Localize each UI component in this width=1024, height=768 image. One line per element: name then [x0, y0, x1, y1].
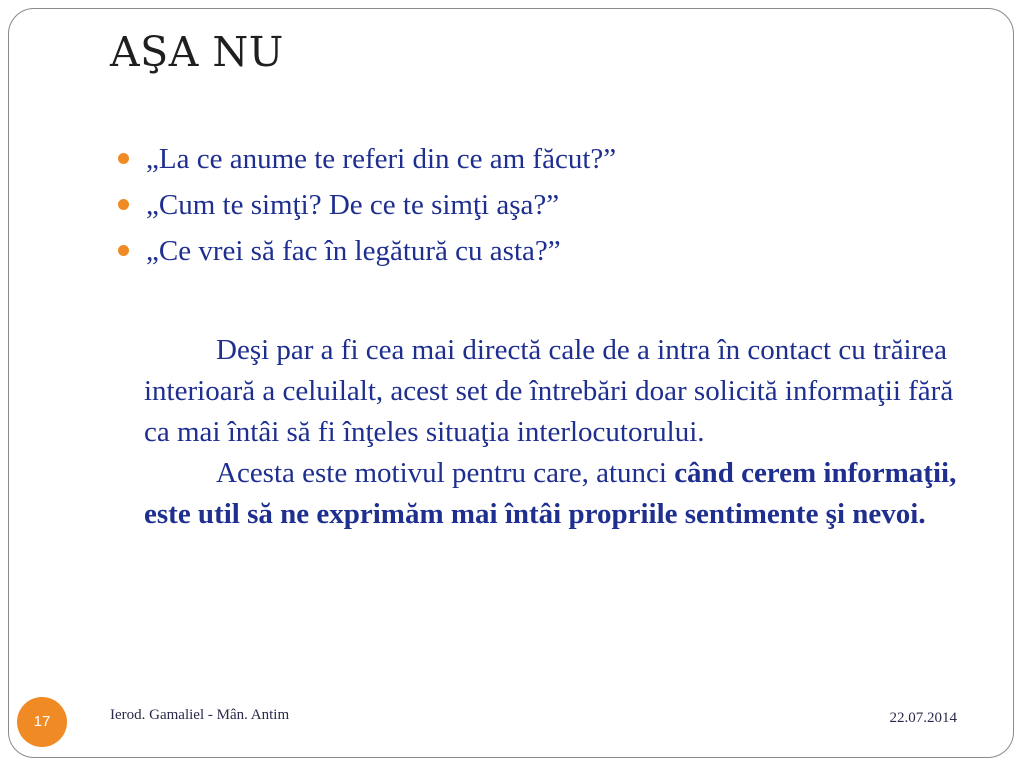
bullet-icon	[118, 245, 129, 256]
footer-author: Ierod. Gamaliel - Mân. Antim	[110, 707, 290, 723]
paragraph-2-bold: când cerem informaţii, este util să ne exprimăm mai întâi propriile sentimente şi nevoi.	[144, 457, 957, 530]
page-number-badge: 17	[17, 697, 67, 747]
bullet-icon	[118, 153, 129, 164]
bullet-icon	[118, 199, 129, 210]
paragraph-2-normal: Acesta este motivul pentru care, atunci	[216, 457, 675, 489]
bullet-item	[118, 136, 616, 182]
paragraph-1: Deşi par a fi cea mai directă cale de a intra în contact cu trăirea interioară a celuilalt, acest set de întrebări doar solicită informaţii fără ca mai întâi să fi înţeles situaţia interlocutorului.	[144, 334, 954, 448]
bullet-text: „La ce anume te referi din ce am făcut?”	[146, 143, 617, 175]
body-text	[144, 330, 964, 535]
paragraph-2	[144, 453, 964, 535]
bullet-item	[118, 182, 616, 228]
footer-date: 22.07.2014	[889, 710, 957, 726]
bullet-text: „Cum te simţi? De ce te simţi aşa?”	[146, 189, 560, 221]
bullet-list	[118, 136, 616, 274]
bullet-text: „Ce vrei să fac în legătură cu asta?”	[146, 235, 561, 267]
bullet-item	[118, 228, 616, 274]
slide-title: AŞA NU	[110, 28, 284, 76]
